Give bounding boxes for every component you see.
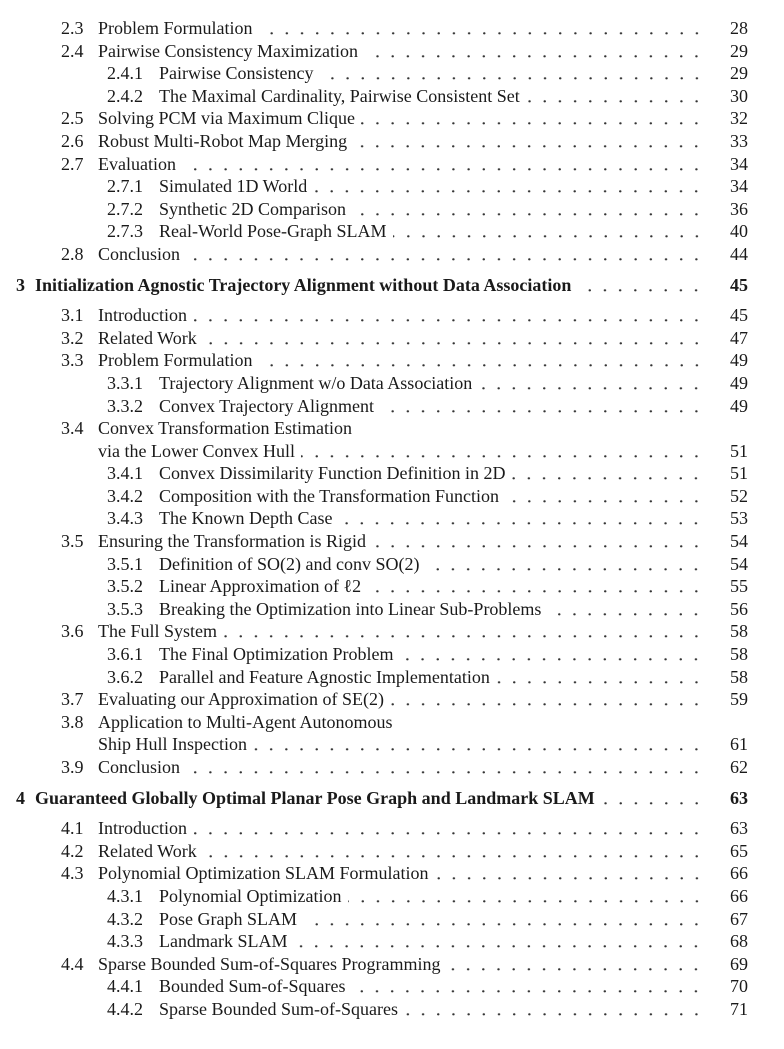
toc-entry[interactable] xyxy=(0,840,784,863)
dot-leader xyxy=(496,666,705,689)
toc-entry[interactable] xyxy=(0,688,784,711)
entry-content xyxy=(159,372,705,395)
entry-number: 4.2 xyxy=(61,840,84,861)
toc-entry[interactable] xyxy=(0,462,784,485)
page-number: 62 xyxy=(730,757,748,777)
toc-entry[interactable] xyxy=(0,395,784,418)
dot-leader xyxy=(364,40,705,63)
entry-content xyxy=(159,908,705,931)
entry-number: 3.5.2 xyxy=(107,576,143,597)
toc-entry[interactable] xyxy=(0,598,784,621)
entry-title: Synthetic 2D Comparison xyxy=(159,198,352,221)
entry-title: Evaluation xyxy=(98,153,182,176)
dot-leader xyxy=(393,220,705,243)
dot-leader xyxy=(253,733,705,756)
toc-entry[interactable] xyxy=(0,349,784,372)
entry-content xyxy=(159,553,705,576)
entry-content xyxy=(98,817,705,840)
entry-number: 3.1 xyxy=(61,305,84,326)
entry-content xyxy=(35,274,705,297)
page-number: 44 xyxy=(730,243,748,264)
dot-leader xyxy=(380,395,705,418)
entry-content xyxy=(159,198,705,221)
entry-number: 3.5.1 xyxy=(107,553,143,574)
dot-leader xyxy=(390,688,705,711)
dot-leader xyxy=(505,485,705,508)
entry-number: 4.3.2 xyxy=(107,908,143,929)
entry-title: Initialization Agnostic Trajectory Alignment without Data Association xyxy=(35,274,577,297)
entry-content xyxy=(159,975,705,998)
dot-leader xyxy=(353,130,705,153)
page-number: 34 xyxy=(730,153,748,174)
page-number: 68 xyxy=(730,931,748,952)
toc-entry[interactable] xyxy=(0,220,784,243)
page-number: 49 xyxy=(730,395,748,416)
dot-leader xyxy=(547,598,705,621)
toc-entry[interactable] xyxy=(0,885,784,908)
page-number: 54 xyxy=(730,553,748,574)
toc-entry[interactable] xyxy=(0,130,784,153)
page-number: 66 xyxy=(730,885,748,906)
toc-entry[interactable] xyxy=(0,908,784,931)
entry-content xyxy=(98,688,705,711)
page-number: 63 xyxy=(730,818,748,839)
dot-leader xyxy=(425,553,705,576)
entry-title: Ensuring the Transformation is Rigid xyxy=(98,530,372,553)
table-of-contents xyxy=(0,17,784,1021)
entry-title: Composition with the Transformation Function xyxy=(159,485,505,508)
entry-number: 4.3.3 xyxy=(107,931,143,952)
toc-entry[interactable] xyxy=(0,40,784,63)
dot-leader xyxy=(186,243,705,266)
toc-entry[interactable] xyxy=(0,666,784,689)
dot-leader xyxy=(193,817,705,840)
entry-title: The Final Optimization Problem xyxy=(159,643,399,666)
entry-number: 3.6.1 xyxy=(107,644,143,665)
entry-title: Problem Formulation xyxy=(98,349,259,372)
entry-content xyxy=(98,530,705,553)
page-number: 28 xyxy=(730,18,748,38)
page-number: 40 xyxy=(730,221,748,242)
page-number: 33 xyxy=(730,130,748,151)
entry-number: 2.7.1 xyxy=(107,176,143,197)
entry-title: The Known Depth Case xyxy=(159,507,338,530)
toc-entry[interactable] xyxy=(0,620,784,643)
entry-content xyxy=(98,953,705,976)
entry-title: Related Work xyxy=(98,327,203,350)
dot-leader xyxy=(511,462,705,485)
entry-number: 3.6 xyxy=(61,621,84,642)
entry-content xyxy=(98,440,705,463)
entry-number: 4.3 xyxy=(61,863,84,884)
page-number: 56 xyxy=(730,598,748,619)
page-number: 53 xyxy=(730,508,748,529)
entry-title: Evaluating our Approximation of SE(2) xyxy=(98,688,390,711)
toc-entry[interactable] xyxy=(0,817,784,840)
page-number: 49 xyxy=(730,350,748,371)
entry-number: 3.4.2 xyxy=(107,485,143,506)
entry-title: Convex Dissimilarity Function Definition in 2D xyxy=(159,462,511,485)
dot-leader xyxy=(577,274,705,297)
page-number: 30 xyxy=(730,85,748,106)
page-number: 32 xyxy=(730,108,748,129)
page-number: 58 xyxy=(730,621,748,642)
entry-content xyxy=(98,417,705,440)
dot-leader xyxy=(259,17,706,40)
dot-leader xyxy=(301,440,705,463)
dot-leader xyxy=(367,575,705,598)
toc-entry[interactable] xyxy=(0,930,784,953)
page-number: 70 xyxy=(730,976,748,997)
entry-title: Solving PCM via Maximum Clique xyxy=(98,107,361,130)
page-number: 49 xyxy=(730,372,748,393)
toc-entry[interactable] xyxy=(0,643,784,666)
entry-number: 2.6 xyxy=(61,130,84,151)
entry-content xyxy=(98,107,705,130)
dot-leader xyxy=(338,507,705,530)
entry-title: The Maximal Cardinality, Pairwise Consistent Set xyxy=(159,85,526,108)
toc-entry[interactable] xyxy=(0,975,784,998)
toc-entry[interactable] xyxy=(0,304,784,327)
entry-title: Pairwise Consistency Maximization xyxy=(98,40,364,63)
entry-content xyxy=(98,304,705,327)
dot-leader xyxy=(303,908,705,931)
entry-number: 4.4.1 xyxy=(107,976,143,997)
entry-number: 2.7.2 xyxy=(107,198,143,219)
page-number: 29 xyxy=(730,63,748,84)
entry-content xyxy=(159,175,705,198)
entry-number: 3.9 xyxy=(61,757,84,777)
entry-content xyxy=(98,130,705,153)
entry-number: 4.4.2 xyxy=(107,998,143,1019)
entry-content xyxy=(98,17,705,40)
entry-number: 2.4.2 xyxy=(107,85,143,106)
toc-chapter-entry[interactable] xyxy=(0,787,784,810)
entry-number: 2.4.1 xyxy=(107,63,143,84)
entry-number: 2.5 xyxy=(61,108,84,129)
toc-entry[interactable] xyxy=(0,85,784,108)
entry-number: 3.6.2 xyxy=(107,666,143,687)
toc-entry[interactable] xyxy=(0,953,784,976)
toc-entry[interactable] xyxy=(0,153,784,176)
page-number: 45 xyxy=(730,305,748,326)
entry-content xyxy=(35,787,705,810)
entry-title: Real-World Pose-Graph SLAM xyxy=(159,220,393,243)
page-number: 69 xyxy=(730,953,748,974)
entry-title: Linear Approximation of ℓ2 xyxy=(159,575,367,598)
entry-number: 2.7.3 xyxy=(107,221,143,242)
dot-leader xyxy=(399,643,705,666)
toc-entry[interactable] xyxy=(0,107,784,130)
entry-number: 2.8 xyxy=(61,243,84,264)
entry-title: Conclusion xyxy=(98,243,186,266)
entry-title: Simulated 1D World xyxy=(159,175,313,198)
entry-content xyxy=(159,598,705,621)
entry-content xyxy=(159,220,705,243)
entry-title: Trajectory Alignment w/o Data Association xyxy=(159,372,478,395)
dot-leader xyxy=(259,349,706,372)
entry-content xyxy=(159,575,705,598)
page-number: 59 xyxy=(730,689,748,710)
dot-leader xyxy=(351,975,705,998)
entry-number: 3.3.1 xyxy=(107,372,143,393)
entry-content xyxy=(159,62,705,85)
toc-entry[interactable] xyxy=(0,862,784,885)
dot-leader xyxy=(193,304,705,327)
entry-content xyxy=(98,243,705,266)
dot-leader xyxy=(601,787,705,810)
dot-leader xyxy=(203,327,705,350)
entry-number: 2.3 xyxy=(61,18,84,38)
page-number: 63 xyxy=(730,787,748,808)
toc-entry[interactable] xyxy=(0,711,784,734)
entry-content xyxy=(159,930,705,953)
entry-title: Related Work xyxy=(98,840,203,863)
page-number: 36 xyxy=(730,198,748,219)
dot-leader xyxy=(404,998,705,1021)
entry-content xyxy=(159,85,705,108)
entry-number: 3.4 xyxy=(61,418,84,439)
page-number: 52 xyxy=(730,485,748,506)
entry-number: 3.4.3 xyxy=(107,508,143,529)
entry-title: Guaranteed Globally Optimal Planar Pose Graph and Landmark SLAM xyxy=(35,787,601,810)
entry-title: Sparse Bounded Sum-of-Squares Programming xyxy=(98,953,446,976)
toc-entry[interactable] xyxy=(0,62,784,85)
dot-leader xyxy=(223,620,705,643)
toc-entry[interactable] xyxy=(0,507,784,530)
entry-number: 3.8 xyxy=(61,711,84,732)
dot-leader xyxy=(478,372,705,395)
entry-title: Bounded Sum-of-Squares xyxy=(159,975,351,998)
dot-leader xyxy=(203,840,705,863)
entry-title: Problem Formulation xyxy=(98,17,259,40)
toc-entry[interactable] xyxy=(0,440,784,463)
entry-title: via the Lower Convex Hull xyxy=(98,440,301,463)
dot-leader xyxy=(348,885,706,908)
entry-content xyxy=(159,885,705,908)
entry-title: Breaking the Optimization into Linear Sub-Problems xyxy=(159,598,547,621)
dot-leader xyxy=(446,953,705,976)
page-number: 58 xyxy=(730,666,748,687)
page-number: 65 xyxy=(730,840,748,861)
entry-content xyxy=(98,756,705,779)
toc-entry[interactable] xyxy=(0,756,784,779)
entry-content xyxy=(159,395,705,418)
entry-number: 3.2 xyxy=(61,327,84,348)
toc-entry[interactable] xyxy=(0,530,784,553)
entry-content xyxy=(98,711,705,734)
entry-title: Conclusion xyxy=(98,756,186,779)
entry-title: Landmark SLAM xyxy=(159,930,293,953)
dot-leader xyxy=(293,930,705,953)
entry-content xyxy=(98,840,705,863)
toc-entry[interactable] xyxy=(0,243,784,266)
toc-chapter-entry[interactable] xyxy=(0,274,784,297)
toc-entry[interactable] xyxy=(0,998,784,1021)
entry-content xyxy=(159,485,705,508)
toc-entry[interactable] xyxy=(0,485,784,508)
entry-number: 4.4 xyxy=(61,953,84,974)
page-number: 71 xyxy=(730,998,748,1019)
entry-number: 3.4.1 xyxy=(107,463,143,484)
entry-number: 4.1 xyxy=(61,818,84,839)
dot-leader xyxy=(320,62,706,85)
dot-leader xyxy=(352,198,705,221)
toc-entry[interactable] xyxy=(0,198,784,221)
entry-content xyxy=(159,507,705,530)
entry-number: 2.7 xyxy=(61,153,84,174)
page-number: 51 xyxy=(730,440,748,461)
dot-leader xyxy=(313,175,705,198)
toc-entry[interactable] xyxy=(0,553,784,576)
entry-content xyxy=(98,40,705,63)
dot-leader xyxy=(526,85,705,108)
entry-title: Definition of SO(2) and conv SO(2) xyxy=(159,553,425,576)
entry-content xyxy=(159,462,705,485)
toc-entry[interactable] xyxy=(0,417,784,440)
page-number: 58 xyxy=(730,644,748,665)
page-number: 34 xyxy=(730,176,748,197)
page-number: 51 xyxy=(730,463,748,484)
dot-leader xyxy=(361,107,705,130)
entry-number: 2.4 xyxy=(61,40,84,61)
toc-entry[interactable] xyxy=(0,327,784,350)
entry-content xyxy=(98,620,705,643)
entry-content xyxy=(98,153,705,176)
dot-leader xyxy=(186,756,705,779)
entry-content xyxy=(98,862,705,885)
entry-content xyxy=(98,327,705,350)
entry-content xyxy=(98,733,705,756)
toc-entry[interactable] xyxy=(0,17,784,40)
page-number: 54 xyxy=(730,531,748,552)
entry-title: Robust Multi-Robot Map Merging xyxy=(98,130,353,153)
page-number: 67 xyxy=(730,908,748,929)
entry-title: Introduction xyxy=(98,817,193,840)
entry-content xyxy=(159,643,705,666)
toc-entry[interactable] xyxy=(0,175,784,198)
page-number: 47 xyxy=(730,327,748,348)
page-number: 29 xyxy=(730,40,748,61)
entry-title: Convex Transformation Estimation xyxy=(98,417,358,440)
page-number: 61 xyxy=(730,734,748,755)
entry-title: Ship Hull Inspection xyxy=(98,733,253,756)
entry-number: 3.5.3 xyxy=(107,598,143,619)
entry-number: 4.3.1 xyxy=(107,885,143,906)
entry-content xyxy=(159,666,705,689)
entry-title: Polynomial Optimization SLAM Formulation xyxy=(98,862,435,885)
entry-title: Introduction xyxy=(98,304,193,327)
entry-title: Sparse Bounded Sum-of-Squares xyxy=(159,998,404,1021)
toc-entry[interactable] xyxy=(0,575,784,598)
entry-number: 3.3 xyxy=(61,350,84,371)
entry-number: 3.3.2 xyxy=(107,395,143,416)
entry-title: Convex Trajectory Alignment xyxy=(159,395,380,418)
entry-number: 3.7 xyxy=(61,689,84,710)
entry-number: 3 xyxy=(16,274,25,295)
entry-title: Polynomial Optimization xyxy=(159,885,348,908)
entry-content xyxy=(98,349,705,372)
page-number: 66 xyxy=(730,863,748,884)
entry-number: 3.5 xyxy=(61,531,84,552)
toc-entry[interactable] xyxy=(0,372,784,395)
entry-title: The Full System xyxy=(98,620,223,643)
dot-leader xyxy=(372,530,705,553)
page-number: 45 xyxy=(730,274,748,295)
page-number: 55 xyxy=(730,576,748,597)
toc-entry[interactable] xyxy=(0,733,784,756)
dot-leader xyxy=(435,862,706,885)
entry-content xyxy=(159,998,705,1021)
entry-title: Pairwise Consistency xyxy=(159,62,320,85)
entry-title: Parallel and Feature Agnostic Implementation xyxy=(159,666,496,689)
entry-title: Application to Multi-Agent Autonomous xyxy=(98,711,399,734)
dot-leader xyxy=(182,153,705,176)
entry-title: Pose Graph SLAM xyxy=(159,908,303,931)
entry-number: 4 xyxy=(16,787,25,808)
